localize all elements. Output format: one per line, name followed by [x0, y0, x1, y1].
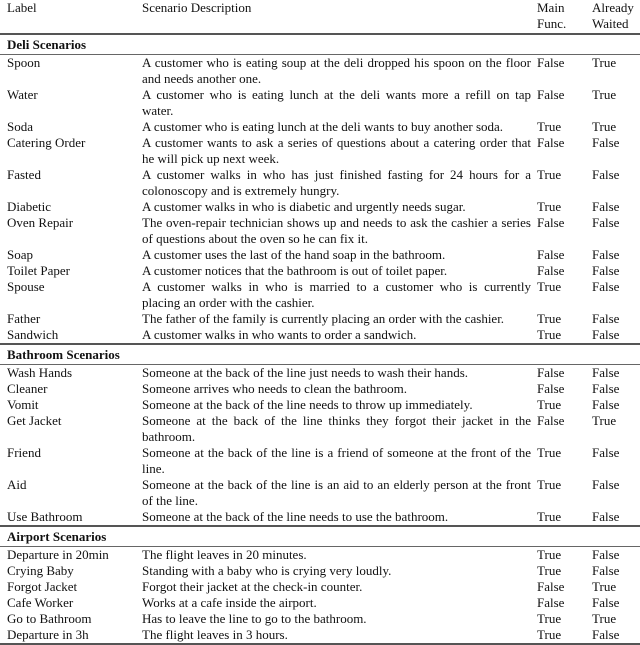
table-row — [0, 263, 640, 279]
row-label: Departure in 3h — [7, 627, 89, 642]
table-row — [0, 445, 640, 477]
row-description: Someone at the back of the line needs to use the bathroom. — [142, 509, 449, 524]
row-main-func: False — [537, 579, 565, 594]
row-description: Forgot their jacket at the check-in counter. — [142, 579, 363, 594]
section-header-row — [0, 344, 640, 365]
row-label: Aid — [7, 477, 27, 492]
row-already-waited: False — [592, 445, 620, 460]
row-already-waited: False — [592, 247, 620, 262]
row-already-waited: True — [592, 55, 617, 70]
row-description: A customer uses the last of the hand soap in the bathroom. — [142, 247, 446, 262]
row-main-func: True — [537, 611, 562, 626]
table-row — [0, 199, 640, 215]
row-already-waited: False — [592, 215, 620, 230]
table-row — [0, 477, 640, 509]
row-label: Cafe Worker — [7, 595, 74, 610]
row-label: Vomit — [7, 397, 39, 412]
row-label: Sandwich — [7, 327, 59, 342]
row-label: Catering Order — [7, 135, 86, 150]
row-description: Someone at the back of the line is an aid to an elderly person at the front of the line. — [142, 477, 531, 508]
row-description: The father of the family is currently placing an order with the cashier. — [142, 311, 505, 326]
row-already-waited: False — [592, 509, 620, 524]
row-main-func: True — [537, 311, 562, 326]
row-already-waited: True — [592, 87, 617, 102]
row-label: Oven Repair — [7, 215, 74, 230]
row-already-waited: False — [592, 327, 620, 342]
row-description: The oven-repair technician shows up and needs to ask the cashier a series of questions about the oven so he can fix it. — [142, 215, 531, 246]
row-main-func: True — [537, 563, 562, 578]
row-label: Departure in 20min — [7, 547, 109, 562]
table-row — [0, 119, 640, 135]
table-row — [0, 327, 640, 344]
row-main-func: True — [537, 397, 562, 412]
row-already-waited: True — [592, 579, 617, 594]
row-main-func: False — [537, 365, 565, 380]
row-label: Toilet Paper — [7, 263, 70, 278]
row-main-func: False — [537, 135, 565, 150]
table-row — [0, 413, 640, 445]
row-label: Spouse — [7, 279, 45, 294]
row-description: Someone at the back of the line needs to throw up immediately. — [142, 397, 473, 412]
section-header-row — [0, 34, 640, 55]
row-label: Father — [7, 311, 41, 326]
row-description: Works at a cafe inside the airport. — [142, 595, 317, 610]
row-main-func: False — [537, 87, 565, 102]
row-main-func: True — [537, 327, 562, 342]
row-already-waited: False — [592, 563, 620, 578]
row-already-waited: True — [592, 119, 617, 134]
row-main-func: True — [537, 167, 562, 182]
row-already-waited: False — [592, 397, 620, 412]
row-description: A customer who is eating soup at the deli dropped his spoon on the floor and needs another one. — [142, 55, 531, 86]
row-label: Get Jacket — [7, 413, 62, 428]
table-header — [0, 0, 640, 34]
row-main-func: False — [537, 595, 565, 610]
row-label: Go to Bathroom — [7, 611, 92, 626]
row-main-func: True — [537, 509, 562, 524]
section-deli-scenarios — [0, 34, 640, 344]
row-label: Crying Baby — [7, 563, 74, 578]
row-label: Soda — [7, 119, 33, 134]
header-already-waited: Already Waited — [592, 0, 634, 31]
table-row — [0, 311, 640, 327]
row-already-waited: False — [592, 279, 620, 294]
row-description: A customer walks in who is diabetic and urgently needs sugar. — [142, 199, 466, 214]
row-label: Fasted — [7, 167, 41, 182]
header-label: Label — [7, 0, 37, 15]
row-already-waited: False — [592, 547, 620, 562]
row-already-waited: False — [592, 477, 620, 492]
row-already-waited: False — [592, 381, 620, 396]
table-row — [0, 279, 640, 311]
row-main-func: True — [537, 199, 562, 214]
header-description: Scenario Description — [142, 0, 252, 15]
section-header-row — [0, 526, 640, 547]
row-already-waited: False — [592, 311, 620, 326]
row-label: Use Bathroom — [7, 509, 83, 524]
row-description: A customer wants to ask a series of questions about a catering order that he will pick up next week. — [142, 135, 531, 166]
row-description: Someone at the back of the line is a friend of someone at the front of the line. — [142, 445, 531, 476]
table-row — [0, 365, 640, 382]
row-description: A customer walks in who is married to a customer who is currently placing an order with the cashier. — [142, 279, 531, 310]
row-description: The flight leaves in 3 hours. — [142, 627, 288, 642]
table-row — [0, 611, 640, 627]
row-label: Forgot Jacket — [7, 579, 78, 594]
section-airport-scenarios — [0, 526, 640, 644]
row-already-waited: False — [592, 135, 620, 150]
table-row — [0, 381, 640, 397]
row-label: Soap — [7, 247, 33, 262]
row-already-waited: True — [592, 611, 617, 626]
row-main-func: True — [537, 445, 562, 460]
table-row — [0, 595, 640, 611]
row-label: Friend — [7, 445, 41, 460]
section-title: Deli Scenarios — [7, 37, 87, 52]
section-title: Airport Scenarios — [7, 529, 107, 544]
row-main-func: False — [537, 55, 565, 70]
row-description: A customer who is eating lunch at the deli wants to buy another soda. — [142, 119, 504, 134]
row-description: A customer notices that the bathroom is out of toilet paper. — [142, 263, 448, 278]
row-already-waited: True — [592, 413, 617, 428]
row-main-func: True — [537, 477, 562, 492]
row-label: Spoon — [7, 55, 41, 70]
row-main-func: False — [537, 215, 565, 230]
table-row — [0, 563, 640, 579]
header-main-func: Main Func. — [537, 0, 567, 31]
row-main-func: True — [537, 279, 562, 294]
row-description: A customer who is eating lunch at the deli wants more a refill on tap water. — [142, 87, 531, 118]
table-row — [0, 397, 640, 413]
row-main-func: False — [537, 381, 565, 396]
row-description: Someone at the back of the line just needs to wash their hands. — [142, 365, 469, 380]
row-main-func: True — [537, 119, 562, 134]
row-already-waited: False — [592, 627, 620, 642]
section-title: Bathroom Scenarios — [7, 347, 120, 362]
table-row — [0, 135, 640, 167]
row-already-waited: False — [592, 595, 620, 610]
row-already-waited: False — [592, 263, 620, 278]
row-main-func: False — [537, 247, 565, 262]
row-label: Diabetic — [7, 199, 52, 214]
table-row — [0, 547, 640, 564]
row-label: Water — [7, 87, 38, 102]
row-description: The flight leaves in 20 minutes. — [142, 547, 307, 562]
table-row — [0, 247, 640, 263]
row-already-waited: False — [592, 365, 620, 380]
row-label: Wash Hands — [7, 365, 73, 380]
row-main-func: False — [537, 263, 565, 278]
table-row — [0, 87, 640, 119]
row-description: Has to leave the line to go to the bathroom. — [142, 611, 367, 626]
row-already-waited: False — [592, 167, 620, 182]
row-description: Standing with a baby who is crying very loudly. — [142, 563, 392, 578]
table-row — [0, 627, 640, 644]
section-bathroom-scenarios — [0, 344, 640, 526]
row-label: Cleaner — [7, 381, 48, 396]
row-main-func: False — [537, 413, 565, 428]
row-already-waited: False — [592, 199, 620, 214]
row-description: Someone at the back of the line thinks they forgot their jacket in the bathroom. — [142, 413, 531, 444]
row-description: A customer walks in who wants to order a sandwich. — [142, 327, 417, 342]
row-main-func: True — [537, 547, 562, 562]
table-row — [0, 579, 640, 595]
row-main-func: True — [537, 627, 562, 642]
table-row — [0, 167, 640, 199]
table-row — [0, 55, 640, 88]
table-row — [0, 509, 640, 526]
row-description: Someone arrives who needs to clean the bathroom. — [142, 381, 407, 396]
row-description: A customer walks in who has just finished fasting for 24 hours for a colonoscopy and is extremely hungry. — [142, 167, 531, 198]
table-row — [0, 215, 640, 247]
